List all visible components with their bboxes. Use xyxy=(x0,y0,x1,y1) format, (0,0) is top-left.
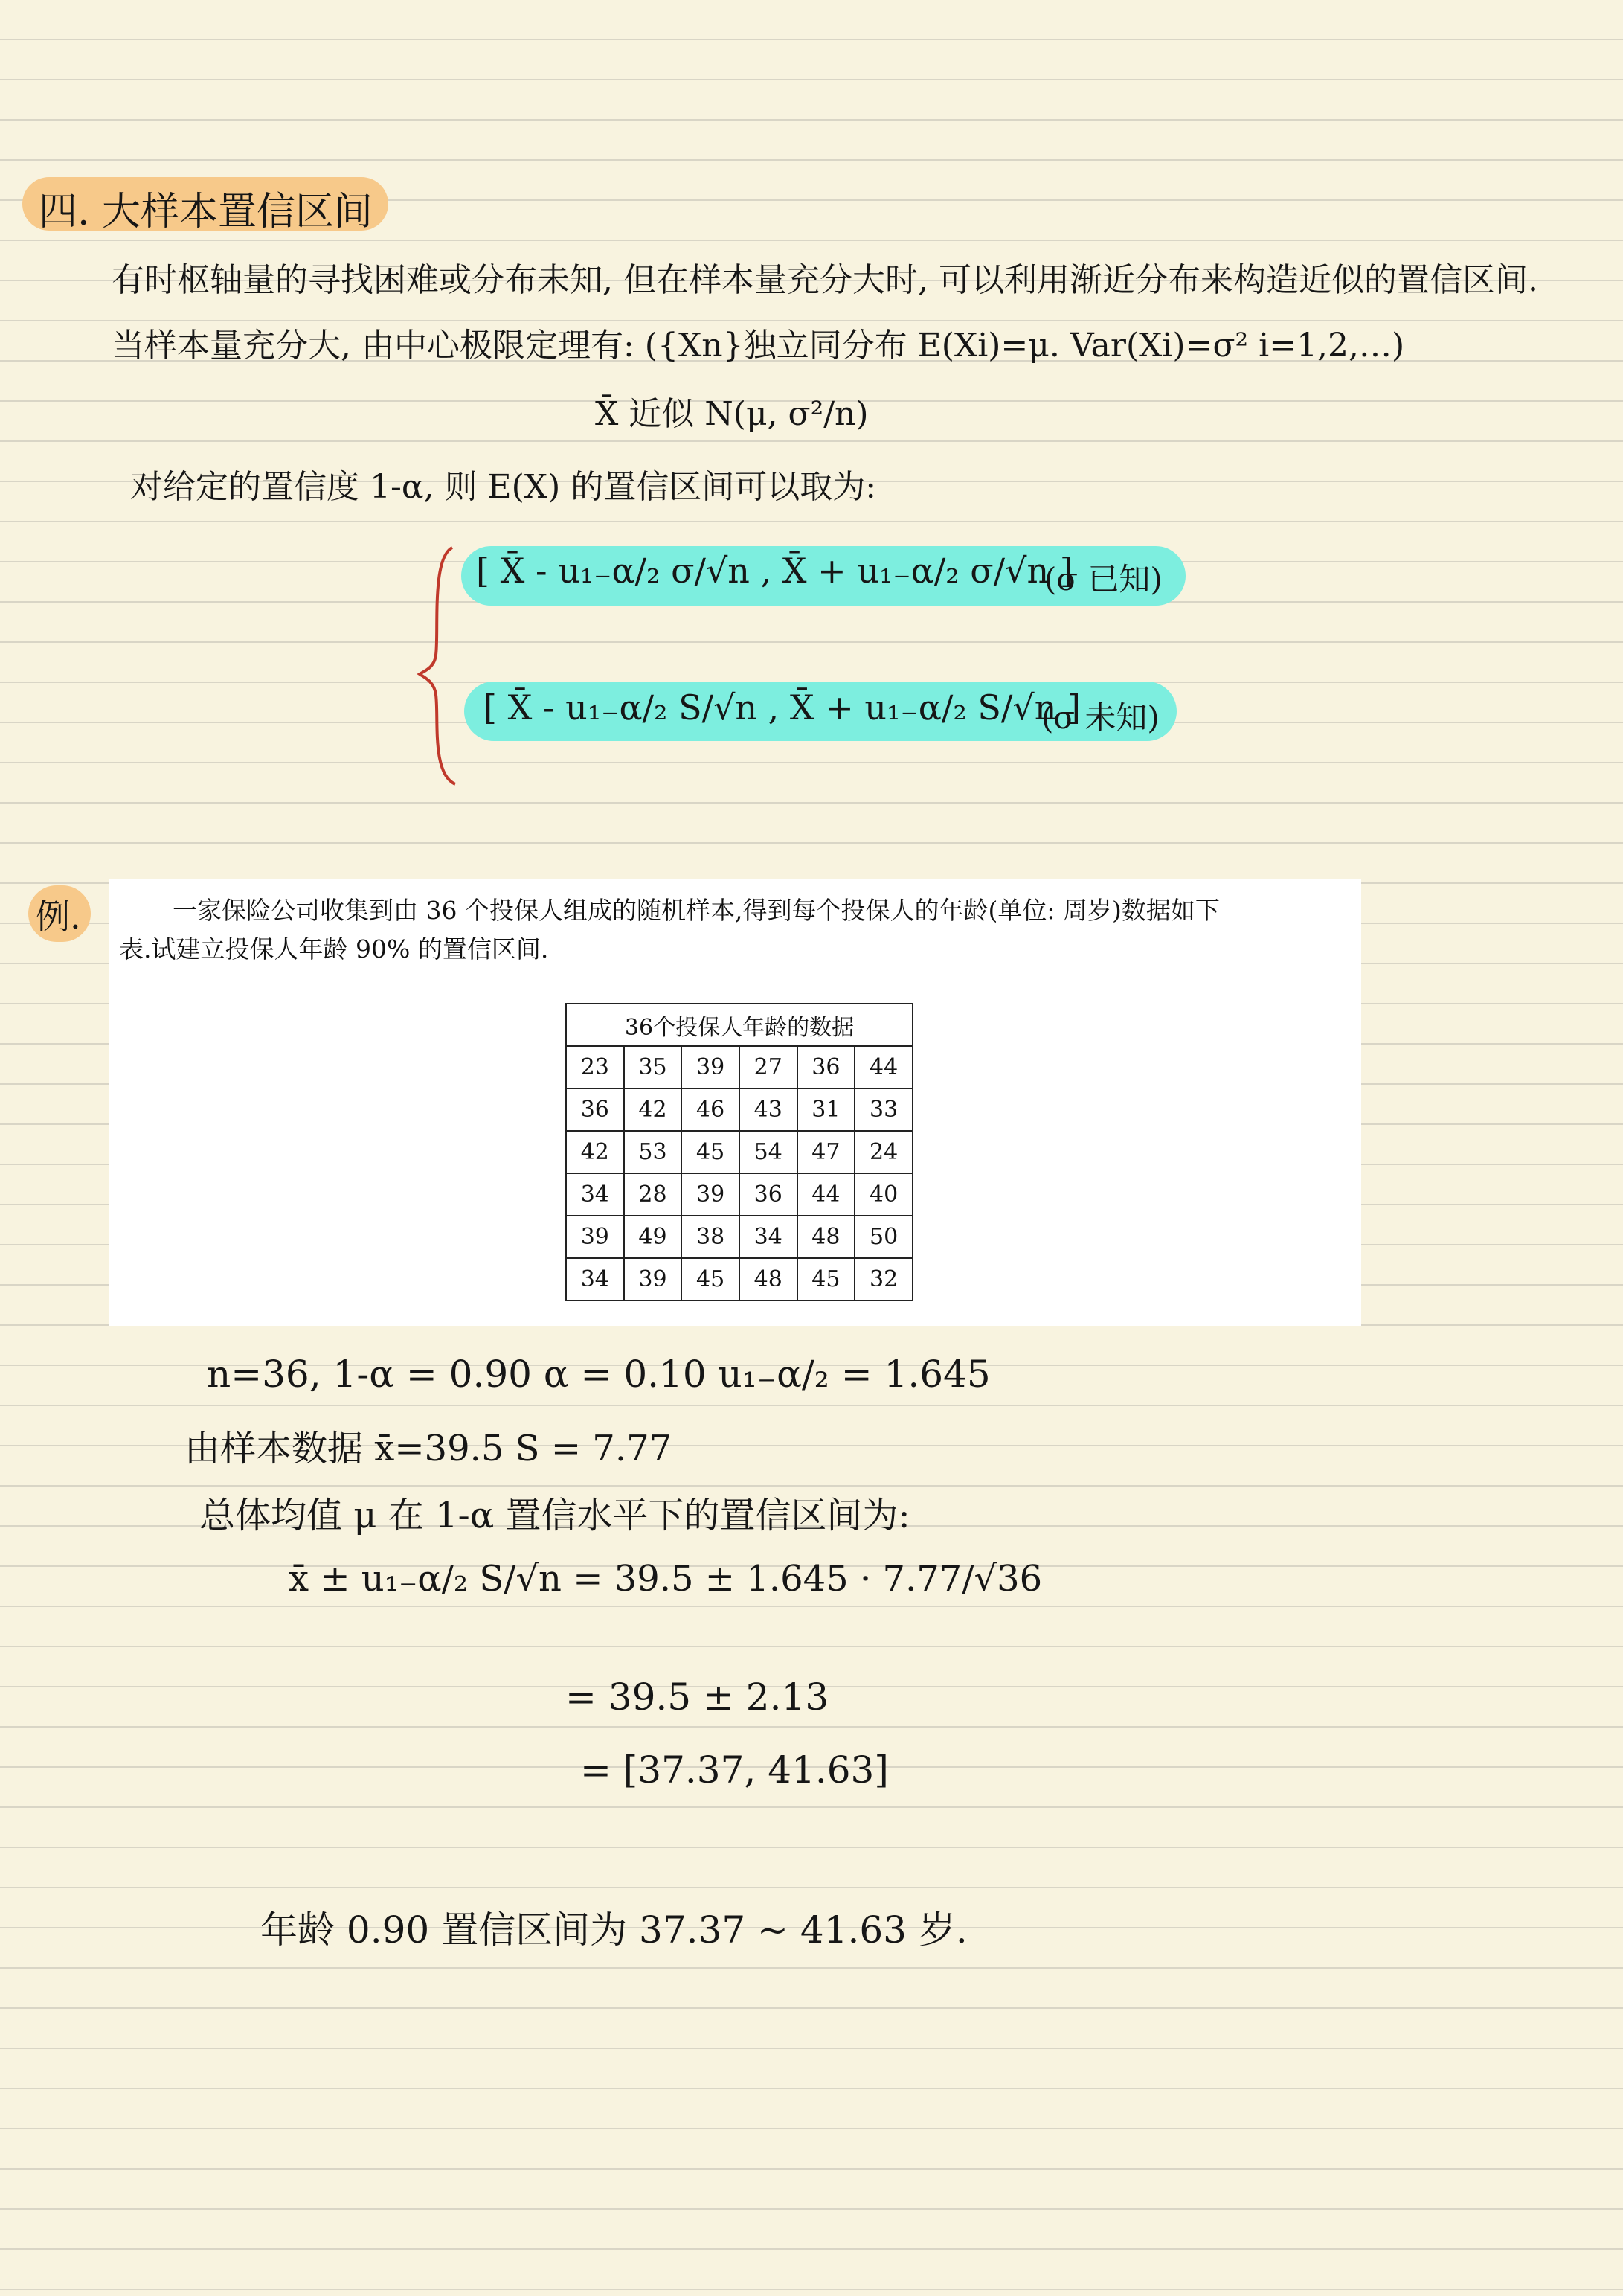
note-sigma-known: (σ 已知) xyxy=(1044,561,1163,597)
table-cell: 43 xyxy=(739,1088,797,1131)
table-cell: 39 xyxy=(681,1046,739,1088)
solution-step-6: = [37.37, 41.63] xyxy=(580,1748,889,1792)
table-cell: 39 xyxy=(624,1258,682,1301)
table-cell: 48 xyxy=(797,1216,855,1258)
solution-step-5: = 39.5 ± 2.13 xyxy=(565,1675,829,1719)
table-cell: 36 xyxy=(797,1046,855,1088)
solution-step-1: n=36, 1-α = 0.90 α = 0.10 u₁₋α/₂ = 1.645 xyxy=(207,1353,991,1396)
table-cell: 23 xyxy=(566,1046,624,1088)
solution-step-3: 总体均值 μ 在 1-α 置信水平下的置信区间为: xyxy=(199,1495,910,1536)
note-sigma-unknown: (σ 未知) xyxy=(1041,699,1160,736)
table-cell: 53 xyxy=(624,1131,682,1173)
table-cell: 50 xyxy=(855,1216,913,1258)
table-cell: 32 xyxy=(855,1258,913,1301)
intro-line-1: 有时枢轴量的寻找困难或分布未知, 但在样本量充分大时, 可以利用渐近分布来构造近似的置信区间. xyxy=(112,261,1538,299)
interval-sigma-known: [ X̄ - u₁₋α/₂ σ/√n , X̄ + u₁₋α/₂ σ/√n ] xyxy=(476,551,1073,591)
table-cell: 47 xyxy=(797,1131,855,1173)
left-brace-icon xyxy=(417,543,461,789)
table-cell: 54 xyxy=(739,1131,797,1173)
table-cell: 38 xyxy=(681,1216,739,1258)
table-cell: 42 xyxy=(624,1088,682,1131)
table-cell: 36 xyxy=(739,1173,797,1216)
ages-table xyxy=(565,1003,913,1301)
solution-conclusion: 年龄 0.90 置信区间为 37.37 ~ 41.63 岁. xyxy=(260,1908,968,1952)
table-row xyxy=(566,1131,913,1173)
solution-step-2: 由样本数据 x̄=39.5 S = 7.77 xyxy=(184,1428,672,1469)
interval-intro: 对给定的置信度 1-α, 则 E(X) 的置信区间可以取为: xyxy=(130,468,877,506)
table-row xyxy=(566,1046,913,1088)
table-cell: 34 xyxy=(739,1216,797,1258)
table-row xyxy=(566,1088,913,1131)
table-row xyxy=(566,1258,913,1301)
example-label: 例. xyxy=(36,897,81,937)
table-row xyxy=(566,1173,913,1216)
table-cell: 40 xyxy=(855,1173,913,1216)
table-row xyxy=(566,1216,913,1258)
table-cell: 33 xyxy=(855,1088,913,1131)
table-cell: 49 xyxy=(624,1216,682,1258)
table-cell: 34 xyxy=(566,1173,624,1216)
table-cell: 28 xyxy=(624,1173,682,1216)
table-cell: 27 xyxy=(739,1046,797,1088)
table-cell: 44 xyxy=(797,1173,855,1216)
intro-line-2: 当样本量充分大, 由中心极限定理有: ({Xn}独立同分布 E(Xi)=μ. Var(Xi)=σ² i=1,2,…) xyxy=(112,327,1405,365)
example-text-line-2: 表.试建立投保人年龄 90% 的置信区间. xyxy=(119,934,549,963)
table-cell: 44 xyxy=(855,1046,913,1088)
table-cell: 48 xyxy=(739,1258,797,1301)
table-cell: 24 xyxy=(855,1131,913,1173)
table-cell: 34 xyxy=(566,1258,624,1301)
example-printed-block xyxy=(109,879,1361,1326)
table-cell: 45 xyxy=(797,1258,855,1301)
table-cell: 35 xyxy=(624,1046,682,1088)
table-cell: 42 xyxy=(566,1131,624,1173)
table-cell: 36 xyxy=(566,1088,624,1131)
table-caption: 36个投保人年龄的数据 xyxy=(566,1004,913,1046)
table-cell: 31 xyxy=(797,1088,855,1131)
section-title: 四. 大样本置信区间 xyxy=(39,190,373,234)
table-cell: 45 xyxy=(681,1131,739,1173)
table-cell: 46 xyxy=(681,1088,739,1131)
table-cell: 39 xyxy=(681,1173,739,1216)
example-text-line-1: 一家保险公司收集到由 36 个投保人组成的随机样本,得到每个投保人的年龄(单位: 周岁)数据如下 xyxy=(173,896,1220,925)
interval-sigma-unknown: [ X̄ - u₁₋α/₂ S/√n , X̄ + u₁₋α/₂ S/√n ] xyxy=(483,687,1081,728)
solution-step-4: x̄ ± u₁₋α/₂ S/√n = 39.5 ± 1.645 · 7.77/√36 xyxy=(289,1558,1043,1600)
table-cell: 45 xyxy=(681,1258,739,1301)
table-cell: 39 xyxy=(566,1216,624,1258)
approx-distribution: X̄ 近似 N(μ, σ²/n) xyxy=(595,395,869,433)
